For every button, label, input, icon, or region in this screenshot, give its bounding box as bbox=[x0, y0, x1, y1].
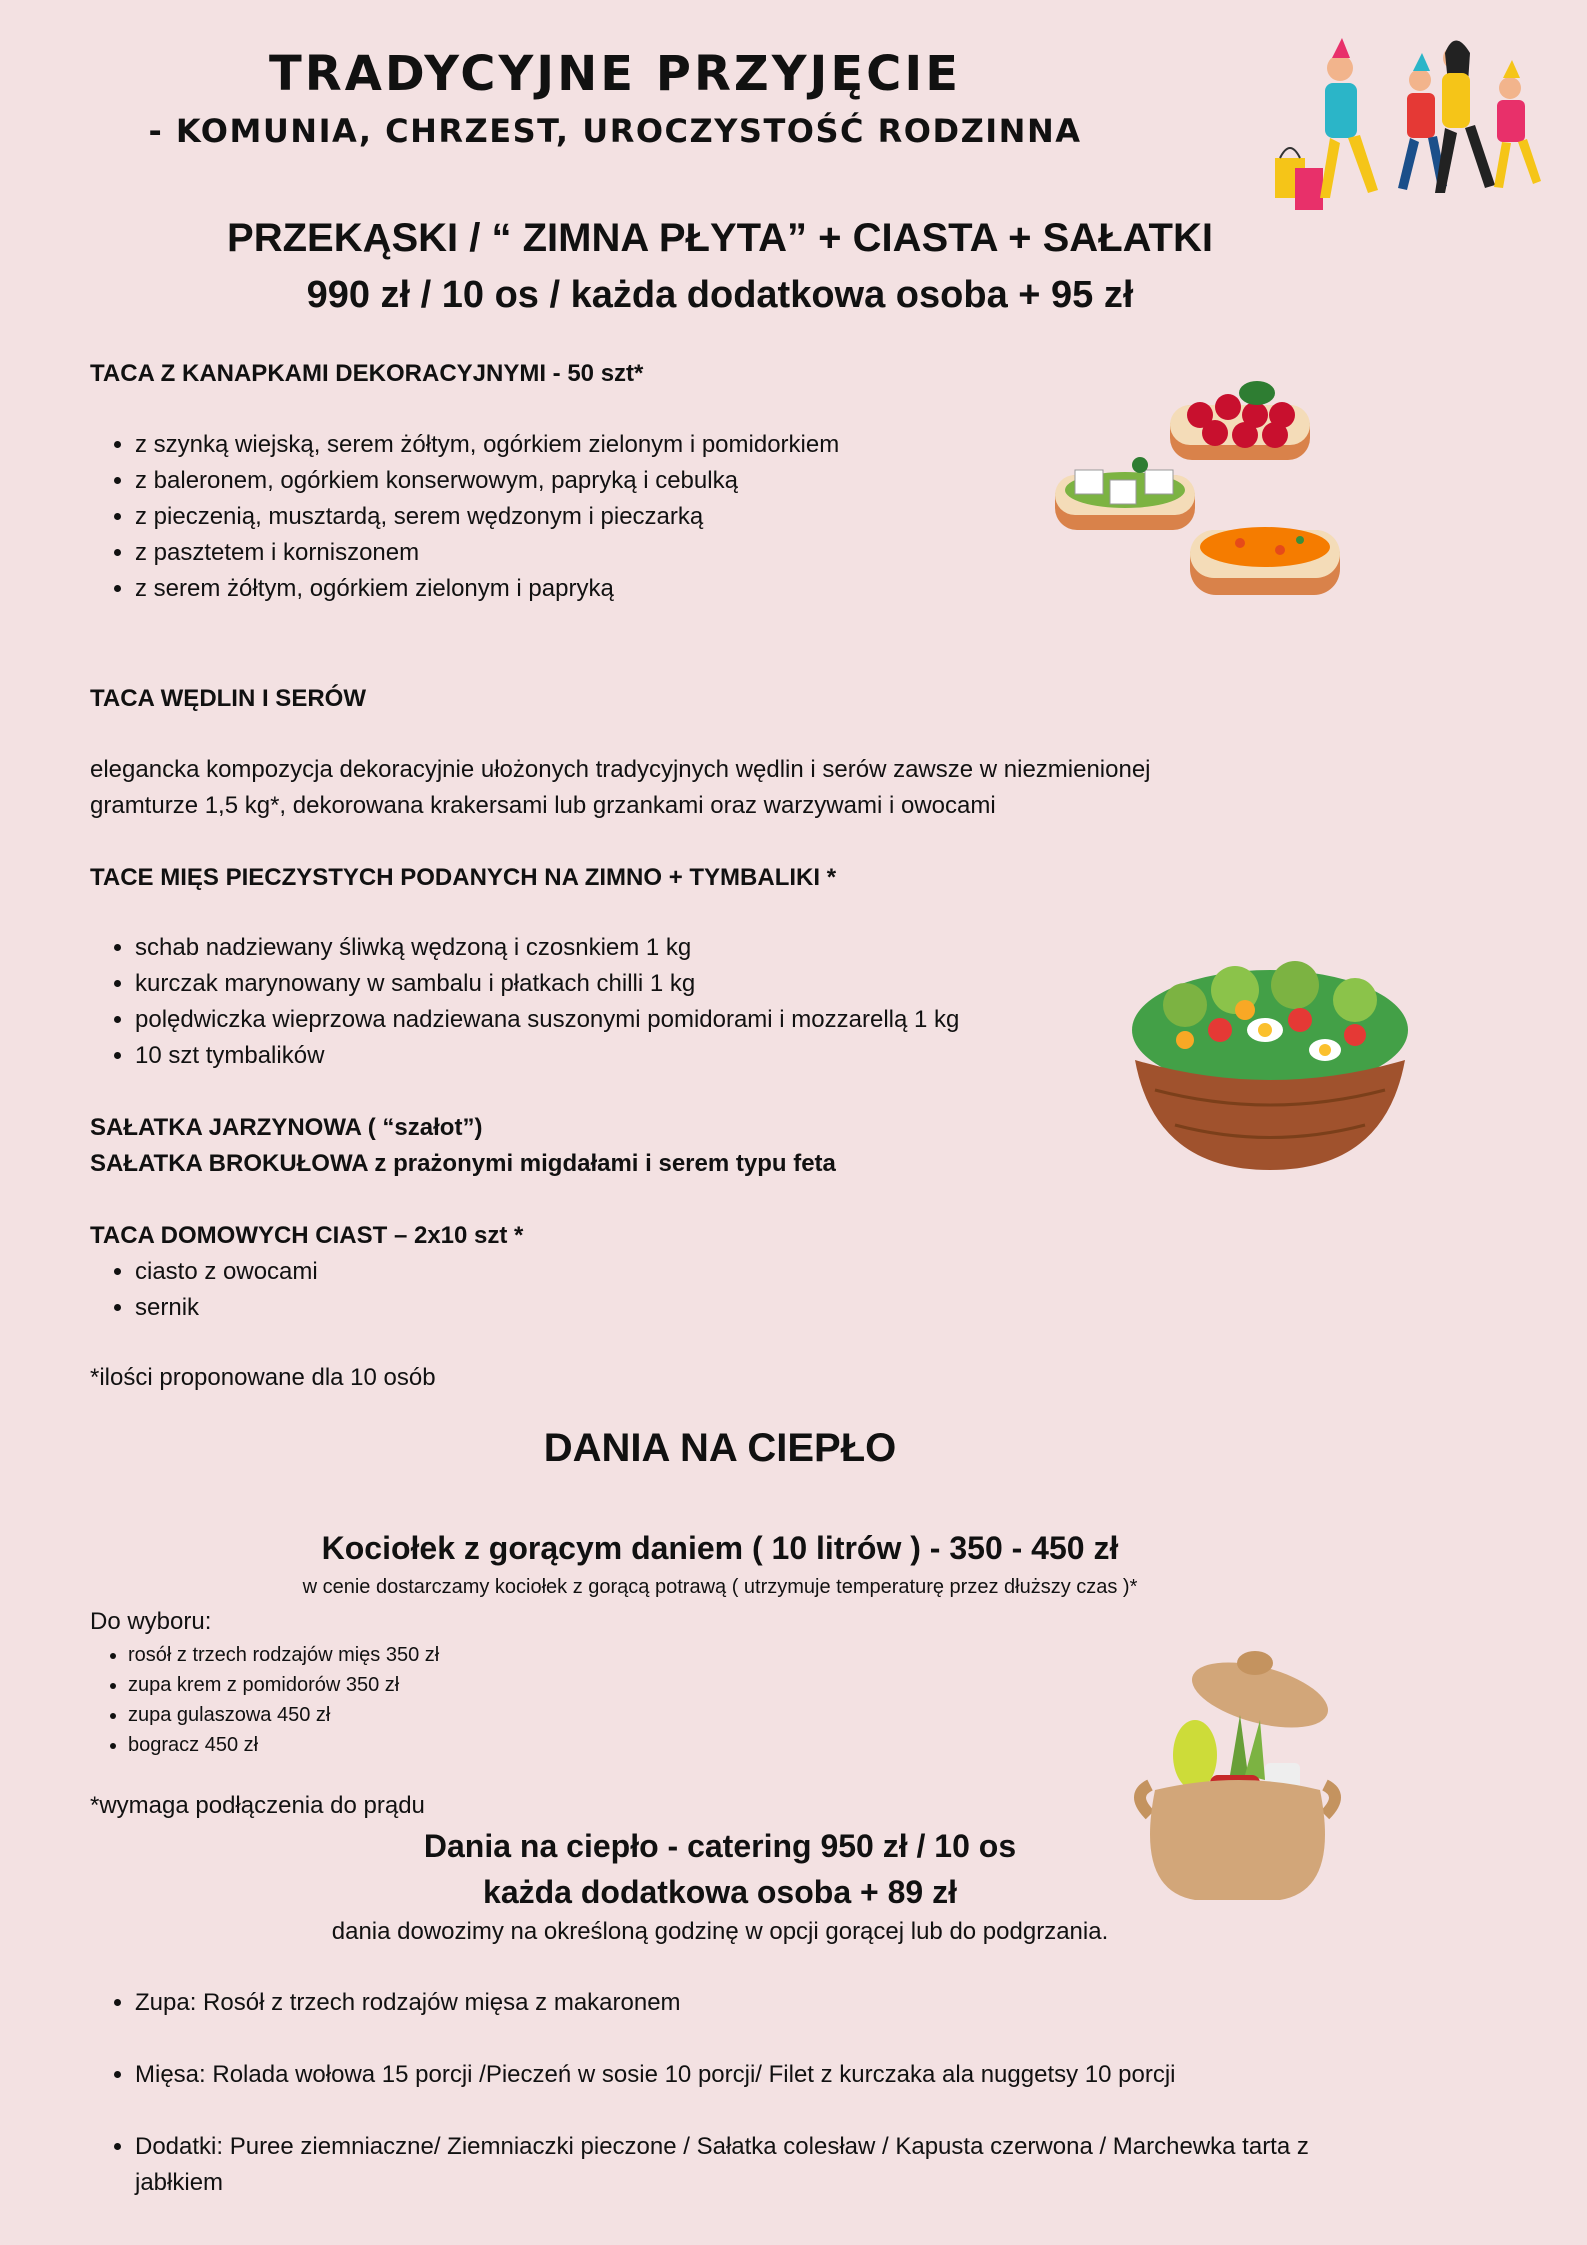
sandwiches-title: TACA Z KANAPKAMI DEKORACYJNYMI - 50 szt* bbox=[90, 360, 644, 387]
list-item: • bogracz 450 zł bbox=[128, 1730, 439, 1760]
salad-jarzynowa: SAŁATKA JARZYNOWA ( “szałot”) bbox=[90, 1114, 483, 1141]
list-item: • z szynką wiejską, serem żółtym, ogórkiem zielonym i pomidorkiem bbox=[135, 427, 839, 463]
list-item: • Dodatki: Puree ziemniaczne/ Ziemniaczki pieczone / Sałatka colesław / Kapusta czerwona / Marchewka tarta z jabłkiem bbox=[135, 2129, 1365, 2201]
list-item: • Mięsa: Rolada wołowa 15 porcji /Pieczeń w sosie 10 porcji/ Filet z kurczaka ala nuggetsy 10 porcji bbox=[135, 2057, 1365, 2093]
page-subtitle: - KOMUNIA, CHRZEST, UROCZYSTOŚĆ RODZINNA bbox=[148, 112, 1082, 150]
kettle-note: w cenie dostarczamy kociołek z gorącą potrawą ( utrzymuje temperaturę przez dłuższy czas )* bbox=[302, 1576, 1138, 1598]
list-item: • z serem żółtym, ogórkiem zielonym i papryką bbox=[135, 571, 839, 607]
meats-title: TACA WĘDLIN I SERÓW bbox=[90, 685, 366, 712]
cakes-title: TACA DOMOWYCH CIAST – 2x10 szt * bbox=[90, 1222, 524, 1249]
salad-bowl-illustration bbox=[1125, 950, 1415, 1180]
catering-title-line2: każda dodatkowa osoba + 89 zł bbox=[483, 1874, 957, 1910]
cold-footnote: *ilości proponowane dla 10 osób bbox=[90, 1364, 436, 1391]
list-item: • schab nadziewany śliwką wędzoną i czosnkiem 1 kg bbox=[135, 930, 959, 966]
catering-list bbox=[90, 1985, 1365, 2201]
list-item: • zupa gulaszowa 450 zł bbox=[128, 1700, 439, 1730]
kettle-list bbox=[90, 1640, 439, 1760]
cold-heading: PRZEKĄSKI / “ ZIMNA PŁYTA” + CIASTA + SAŁATKI bbox=[227, 216, 1213, 260]
sandwiches-illustration bbox=[1050, 375, 1350, 625]
sandwiches-list bbox=[90, 427, 839, 607]
cooking-pot-illustration bbox=[1130, 1645, 1345, 1905]
kettle-footnote: *wymaga podłączenia do prądu bbox=[90, 1792, 425, 1819]
roasts-list bbox=[90, 930, 959, 1074]
list-item: • zupa krem z pomidorów 350 zł bbox=[128, 1670, 439, 1700]
roasts-title: TACE MIĘS PIECZYSTYCH PODANYCH NA ZIMNO + TYMBALIKI * bbox=[90, 864, 837, 891]
catering-title-line1: Dania na ciepło - catering 950 zł / 10 os bbox=[423, 1828, 1017, 1864]
meats-desc-line1: elegancka kompozycja dekoracyjnie ułożonych tradycyjnych wędlin i serów zawsze w niezmienionej bbox=[90, 756, 1151, 783]
list-item: • kurczak marynowany w sambalu i płatkach chilli 1 kg bbox=[135, 966, 959, 1002]
list-item: • rosół z trzech rodzajów mięs 350 zł bbox=[128, 1640, 439, 1670]
cold-price: 990 zł / 10 os / każda dodatkowa osoba + 95 zł bbox=[306, 274, 1134, 316]
list-item: • ciasto z owocami bbox=[135, 1254, 318, 1290]
meats-desc-line2: gramturze 1,5 kg*, dekorowana krakersami lub grzankami oraz warzywami i owocami bbox=[90, 792, 996, 819]
salad-brokulowa: SAŁATKA BROKUŁOWA z prażonymi migdałami i serem typu feta bbox=[90, 1150, 836, 1177]
catering-note: dania dowozimy na określoną godzinę w opcji gorącej lub do podgrzania. bbox=[331, 1918, 1109, 1945]
party-family-illustration bbox=[1270, 38, 1550, 238]
list-item: • z pieczenią, musztardą, serem wędzonym i pieczarką bbox=[135, 499, 839, 535]
list-item: • sernik bbox=[135, 1290, 318, 1326]
kettle-title: Kociołek z gorącym daniem ( 10 litrów ) - 350 - 450 zł bbox=[321, 1530, 1119, 1566]
list-item: • polędwiczka wieprzowa nadziewana suszonymi pomidorami i mozzarellą 1 kg bbox=[135, 1002, 959, 1038]
list-item: • z pasztetem i korniszonem bbox=[135, 535, 839, 571]
list-item: • Zupa: Rosół z trzech rodzajów mięsa z makaronem bbox=[135, 1985, 1365, 2021]
kettle-choose-label: Do wyboru: bbox=[90, 1608, 212, 1635]
list-item: • 10 szt tymbalików bbox=[135, 1038, 959, 1074]
page-title: TRADYCYJNE PRZYJĘCIE bbox=[269, 46, 961, 102]
cakes-list bbox=[90, 1254, 318, 1326]
list-item: • z baleronem, ogórkiem konserwowym, papryką i cebulką bbox=[135, 463, 839, 499]
hot-heading: DANIA NA CIEPŁO bbox=[543, 1426, 897, 1470]
